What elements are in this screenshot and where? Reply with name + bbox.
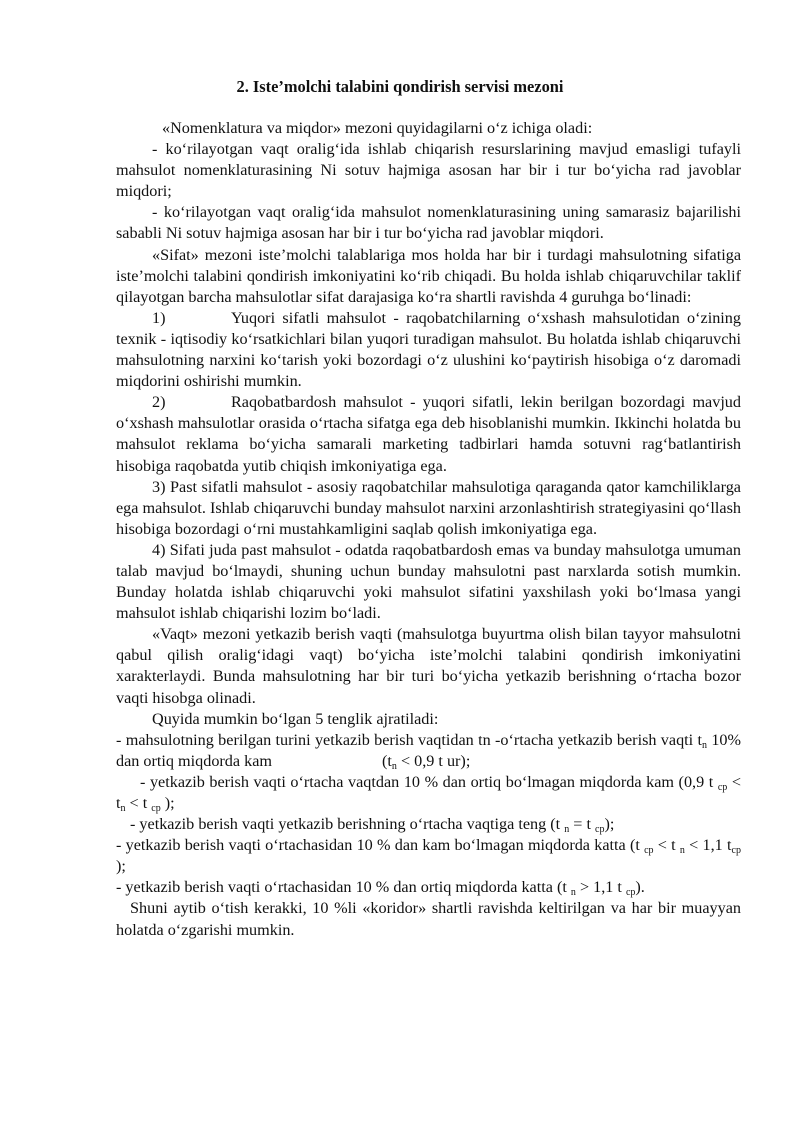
section-heading: 2. Iste’molchi talabini qondirish servisi mezoni [236,77,564,96]
condition-5-text-3: ). [635,878,645,897]
nomenclature-intro: «Nomenklatura va miqdor» mezoni quyidagilarni o‘z ichiga oladi: [162,119,593,137]
condition-3-subscript-1: n [564,824,570,836]
condition-4-subscript-2: n [679,845,685,857]
nomenclature-item-2: - ko‘rilayotgan vaqt oralig‘ida mahsulot nomenklaturasining uning samarasiz bajarilishi sababli Ni sotuv hajmiga asosan har bir i tur bo‘yicha rad javoblar miqdori. [116,203,741,243]
quality-group-1-text: Yuqori sifatli mahsulot - raqobatchilarning o‘xshash mahsulotidan o‘zining texnik - iqtisodiy ko‘rsatkichlari bilan yuqori turadigan mahsulot. Bu holatda ishlab chiqaruvchi mahsulotning narxini ko‘tarish yoki bozordagi o‘z ulushini ko‘paytirish hisobiga o‘z daromadi miqdorini oshirishi mumkin. [116,308,741,391]
closing-note: Shuni aytib o‘tish kerakki, 10 %li «koridor» shartli ravishda keltirilgan va har bir muayyan holatda o‘zgarishi mumkin. [116,899,741,939]
time-condition-2 [116,772,741,814]
formula-1-subscript: n [391,760,397,772]
condition-1-text: - mahsulotning berilgan turini yetkazib berish vaqtidan tn -o‘rtacha yetkazib berish vaqti t [116,730,702,749]
condition-2-text-4: ); [160,794,175,812]
condition-2-text-2: < t [116,772,741,812]
time-condition-1 [116,730,741,772]
document-body [116,118,741,941]
time-intro: «Vaqt» mezoni yetkazib berish vaqti (mahsulotga buyurtma olish bilan tayyor mahsulotni qabul qilish oralig‘idagi vaqt) bo‘yicha iste’molchi talabini qondirish imkoniyatini xarakterlaydi. Bunda mahsulotning har bir turi bo‘yicha yetkazib berishning o‘rtacha bozor vaqti hisobga olinadi. [116,625,741,707]
time-condition-3 [116,814,741,835]
condition-4-subscript-1: cp [644,845,654,857]
condition-4-text-3: < 1,1 t [684,836,732,855]
quality-intro: «Sifat» mezoni iste’molchi talablariga mos holda har bir i turdagi mahsulotning sifatiga iste’molchi talabini qondirish imkoniyatini ko‘rib chiqadi. Bu holda ishlab chiqaruvchilar taklif qilayotgan barcha mahsulotlar sifat darajasiga ko‘ra shartli ravishda 4 guruhga bo‘linadi: [116,245,741,306]
condition-4-text-4: ); [116,857,126,876]
condition-3-text-2: = t [569,815,595,834]
formula-1-part: (t [382,751,392,770]
quality-group-1-number: 1) [152,308,166,327]
condition-5-text: - yetkazib berish vaqti o‘rtachasidan 10 % dan ortiq miqdorda katta (t [116,878,571,897]
formula-1-part-2: < 0,9 t ur); [396,751,471,770]
condition-4-subscript-3: cp [731,845,741,857]
quality-group-2-number: 2) [152,393,166,412]
condition-1-formula [382,751,470,772]
condition-4-text-2: < t [653,836,680,855]
quality-group-2 [116,392,741,476]
time-condition-4 [116,835,741,877]
condition-4-text: - yetkazib berish vaqti o‘rtachasidan 10 % dan kam bo‘lmagan miqdorda katta (t [116,836,645,855]
condition-1-text-2: 10% dan ortiq miqdorda kam [116,730,742,770]
condition-1-subscript: n [702,739,707,751]
condition-2-subscript-3: cp [151,803,161,814]
condition-3-subscript-2: cp [595,824,605,836]
condition-2-text-3: < t [125,794,152,812]
condition-3-text: - yetkazib berish vaqti yetkazib berishning o‘rtacha vaqtiga teng (t [130,815,565,834]
condition-3-text-3: ); [604,815,615,834]
quality-group-2-text: Raqobatbardosh mahsulot - yuqori sifatli, lekin berilgan bozordagi mavjud o‘xshash mahsulotlar orasida o‘rtacha sifatga ega deb hisoblanishi mumkin. Ikkinchi holatda bu mahsulot reklama bo‘yicha samarali marketing tadbirlari hamda sotuvni rag‘batlantirish hisobiga raqobatda yutib chiqish imkoniyatiga ega. [116,393,741,475]
condition-2-subscript-1: cp [717,781,728,793]
condition-2-subscript-2: n [120,803,126,814]
condition-5-subscript-2: cp [625,887,636,899]
quality-group-1 [116,308,741,392]
condition-2-text: - yetkazib berish vaqti o‘rtacha vaqtdan 10 % dan ortiq bo‘lmagan miqdorda kam (0,9 t [140,772,718,791]
condition-5-text-2: > 1,1 t [575,878,626,897]
time-condition-5 [116,877,741,898]
time-lead: Quyida mumkin bo‘lgan 5 tenglik ajratiladi: [152,709,439,728]
condition-5-subscript-1: n [570,887,576,899]
quality-group-3: 3) Past sifatli mahsulot - asosiy raqobatchilar mahsulotiga qaraganda qator kamchiliklarga ega mahsulot. Ishlab chiqaruvchi bunday mahsulot narxini arzonlashtirish strategiyasini qo‘llash hisobiga bozordagi o‘rni mustahkamligini saqlab qolish imkoniyatiga ega. [116,477,741,538]
quality-group-4: 4) Sifati juda past mahsulot - odatda raqobatbardosh emas va bunday mahsulotga umuman talab mavjud bo‘lmaydi, shuning uchun bunday mahsulotni past narxlarda sotish mumkin. Bunday holatda ishlab chiqaruvchi yoki mahsulot sifatini yaxshilash yoki bo‘lmasa yangi mahsulot ishlab chiqarishi lozim bo‘ladi. [116,540,741,623]
nomenclature-item-1: - ko‘rilayotgan vaqt oralig‘ida ishlab chiqarish resurslarining mavjud emasligi tufayli mahsulot nomenklaturasining Ni sotuv hajmiga asosan har bir i tur bo‘yicha rad javoblar miqdori; [116,140,741,201]
